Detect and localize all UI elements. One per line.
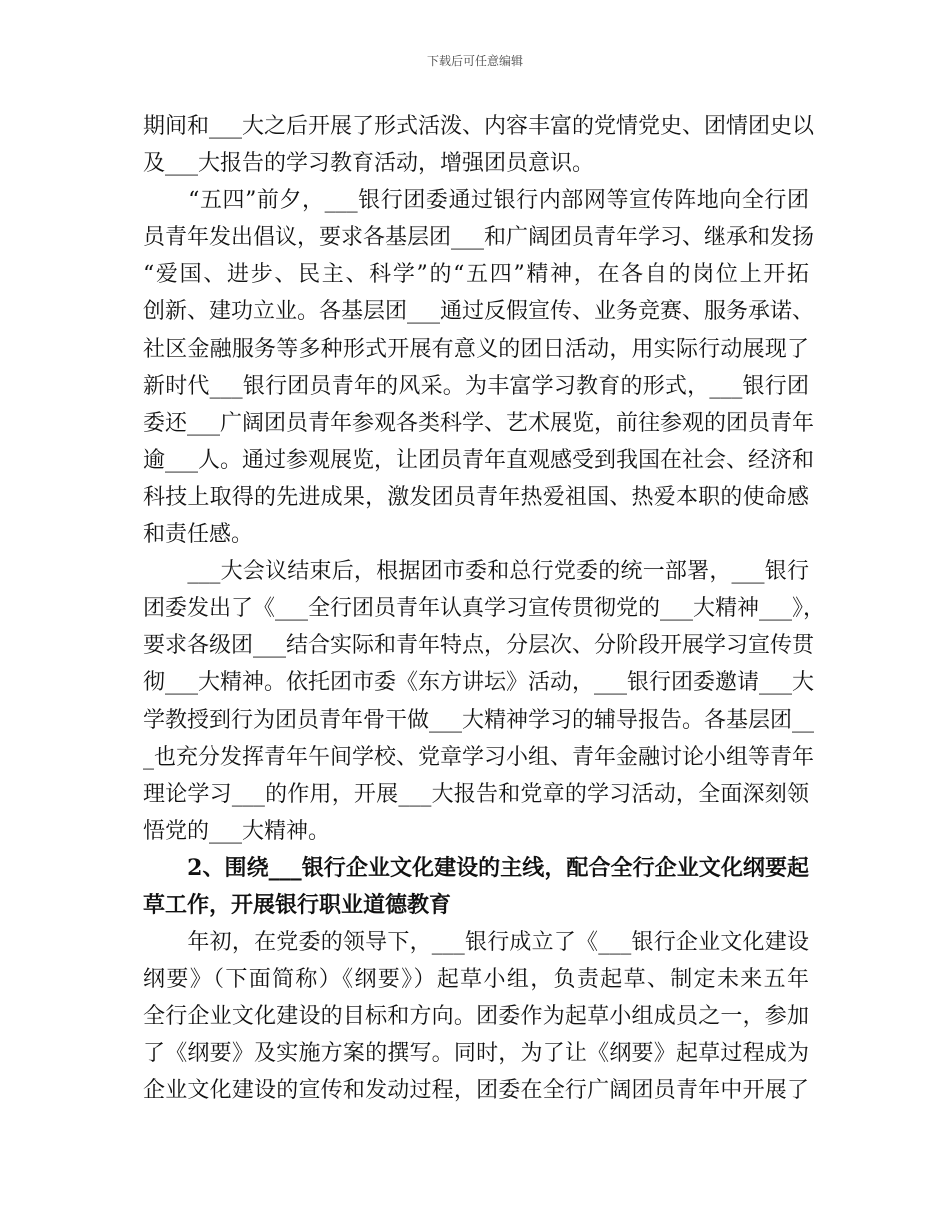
paragraph-line: 全行企业文化建设的目标和方向。团委作为起草小组成员之一，参加 xyxy=(143,1004,809,1030)
paragraph-line: “爱国、进步、民主、科学”的“五四”精神，在各自的岗位上开拓 xyxy=(143,262,809,288)
document-body xyxy=(143,108,826,1110)
paragraph-line: 及___大报告的学习教育活动，增强团员意识。 xyxy=(143,151,595,177)
paragraph-line: 要求各级团___结合实际和青年特点，分层次、分阶段开展学习宣传贯 xyxy=(143,633,815,659)
paragraph-line: 期间和___大之后开展了形式活泼、内容丰富的党情党史、团情团史以 xyxy=(143,114,815,139)
section-heading-line: 草工作，开展银行职业道德教育 xyxy=(143,891,452,918)
paragraph-line: 社区金融服务等多种形式开展有意义的团日活动，用实际行动展现了 xyxy=(143,336,809,362)
paragraph-line: 了《纲要》及实施方案的撰写。同时，为了让《纲要》起草过程成为 xyxy=(143,1041,809,1067)
paragraph-line: 逾___人。通过参观展览，让团员青年直观感受到我国在社会、经济和 xyxy=(143,447,815,473)
paragraph-line: 员青年发出倡议，要求各基层团___和广阔团员青年学习、继承和发扬 xyxy=(143,225,815,251)
paragraph-line: 创新、建功立业。各基层团___通过反假宣传、业务竞赛、服务承诺、 xyxy=(143,299,815,325)
paragraph-line: 新时代___银行团员青年的风采。为丰富学习教育的形式，___银行团 xyxy=(143,373,809,399)
page-header: 下载后可任意编辑 xyxy=(426,54,523,68)
section-heading-line: 2、围绕___银行企业文化建设的主线，配合全行企业文化纲要起 xyxy=(143,854,809,881)
paragraph-line: 和责任感。 xyxy=(143,522,254,548)
paragraph-line: 委还___广阔团员青年参观各类科学、艺术展览，前往参观的团员青年 xyxy=(143,410,815,436)
paragraph-line: 年初，在党委的领导下，___银行成立了《___银行企业文化建设 xyxy=(143,930,809,956)
paragraph-line: 纲要》（下面简称）《纲要》）起草小组，负责起草、制定未来五年 xyxy=(143,967,809,993)
paragraph-line: 科技上取得的先进成果，激发团员青年热爱祖国、热爱本职的使命感 xyxy=(143,484,809,510)
paragraph-line: 企业文化建设的宣传和发动过程，团委在全行广阔团员青年中开展了 xyxy=(143,1078,809,1104)
paragraph-line: _也充分发挥青年午间学校、党章学习小组、青年金融讨论小组等青年 xyxy=(143,744,815,770)
paragraph-line: 团委发出了《___全行团员青年认真学习宣传贯彻党的___大精神___》， xyxy=(143,596,826,622)
paragraph-line: 理论学习___的作用，开展___大报告和党章的学习活动，全面深刻领 xyxy=(143,781,809,807)
paragraph-line: 彻___大精神。依托团市委《东方讲坛》活动，___银行团委邀请___大 xyxy=(143,670,815,696)
paragraph-line: 学教授到行为团员青年骨干做___大精神学习的辅导报告。各基层团__ xyxy=(143,707,815,733)
paragraph-line: “五四”前夕，___银行团委通过银行内部网等宣传阵地向全行团 xyxy=(143,188,809,214)
paragraph-line: 悟党的___大精神。 xyxy=(143,818,331,844)
paragraph-line: ___大会议结束后，根据团市委和总行党委的统一部署，___银行 xyxy=(143,559,809,585)
